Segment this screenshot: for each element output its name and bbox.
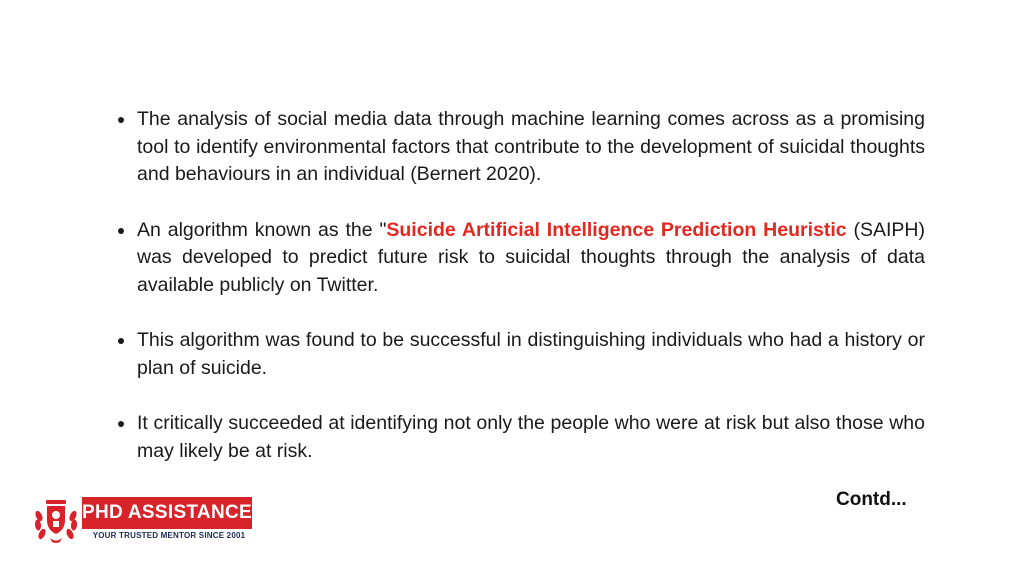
continued-label: Contd... <box>836 489 907 510</box>
bullet-text: The analysis of social media data through machine learning comes across as a promising tool to identify environmental factors that contribute to the development of suicidal thoughts and behaviours in an individual (Bernert 2020). <box>137 108 925 185</box>
logo <box>30 494 256 546</box>
bullet-item-2 <box>115 217 925 300</box>
bullet-item-4 <box>115 410 925 465</box>
highlighted-term: Suicide Artificial Intelligence Prediction Heuristic <box>386 218 847 241</box>
bullet-list <box>115 106 925 493</box>
bullet-item-1 <box>115 106 925 189</box>
bullet-text-before: An algorithm known as the " <box>137 218 387 241</box>
logo-tagline: YOUR TRUSTED MENTOR SINCE 2001 <box>92 531 246 540</box>
laurel-emblem-icon <box>30 494 82 546</box>
bullet-item-3 <box>115 327 925 382</box>
bullet-text: This algorithm was found to be successful in distinguishing individuals who had a history or plan of suicide. <box>137 329 925 379</box>
bullet-text-after: (SAIPH) was developed to predict future risk to suicidal thoughts through the analysis of data available publicly on Twitter. <box>137 218 925 296</box>
logo-wordmark: PHD ASSISTANCE <box>82 497 252 529</box>
bullet-text: It critically succeeded at identifying not only the people who were at risk but also those who may likely be at risk. <box>137 412 925 462</box>
